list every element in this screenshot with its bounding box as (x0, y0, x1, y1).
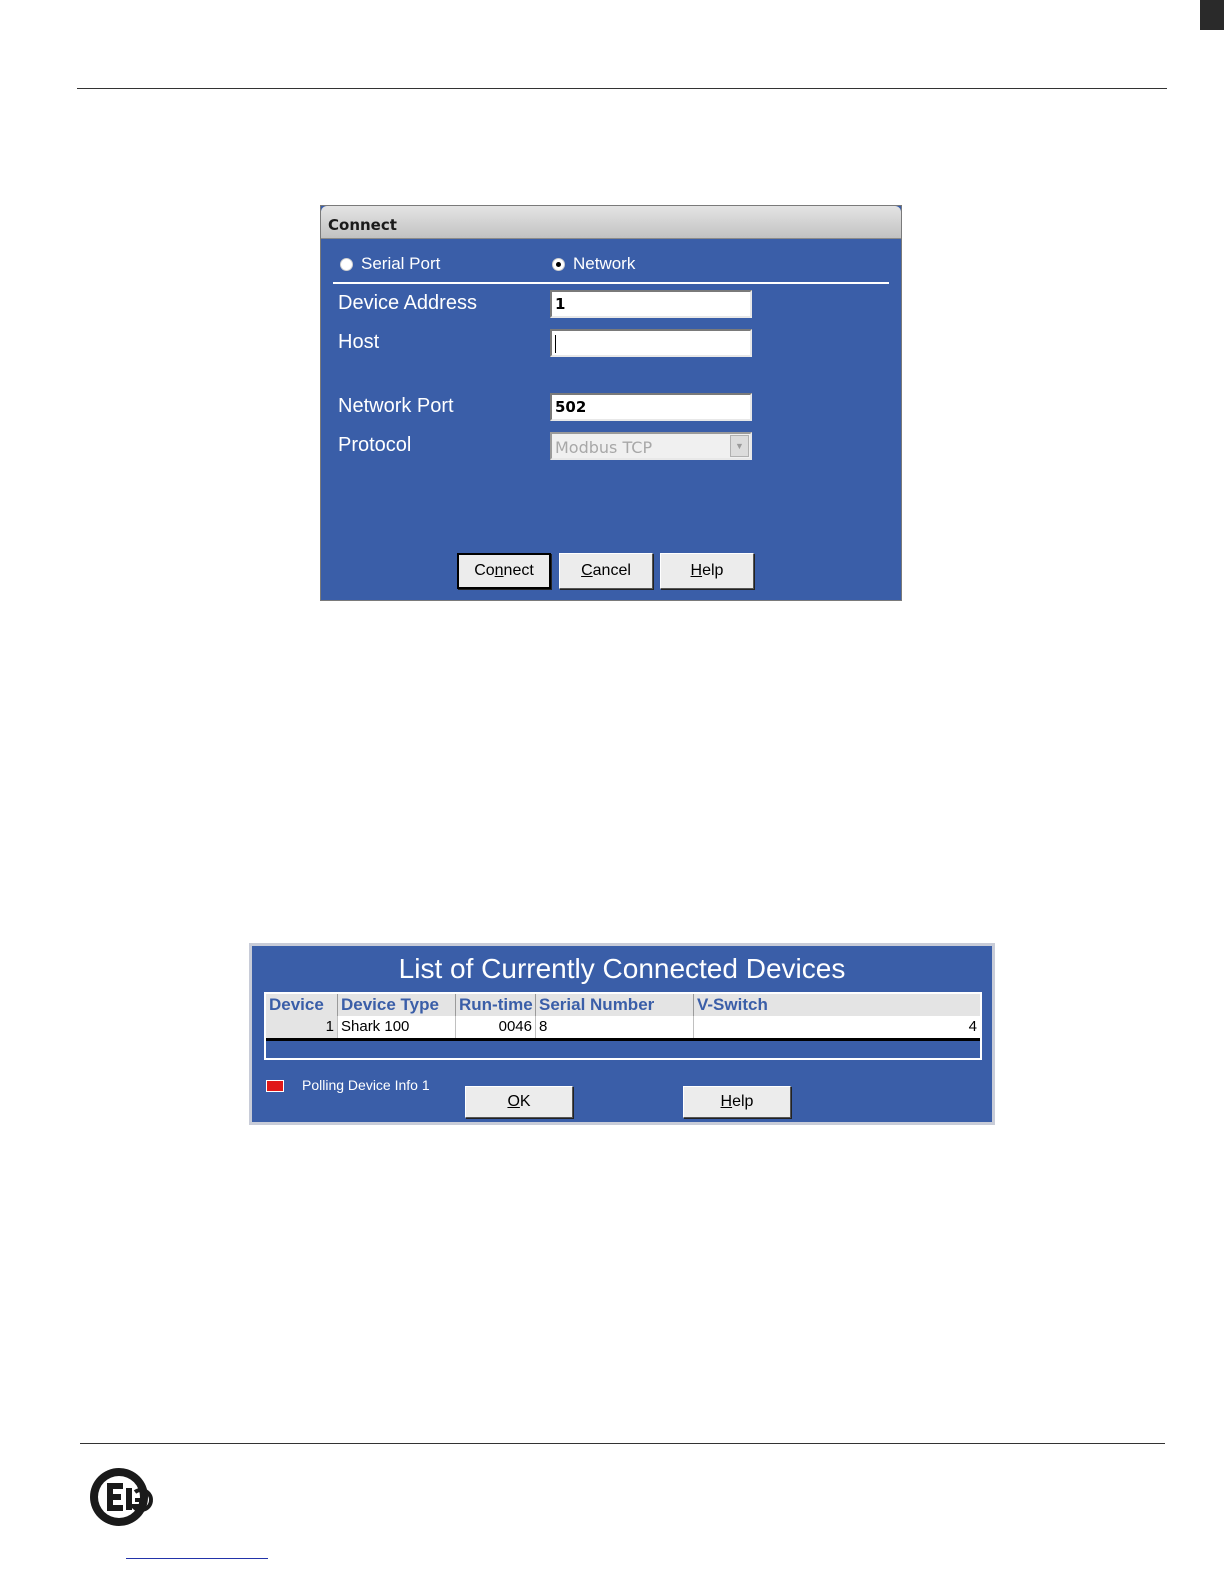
table-cell-v-switch[interactable]: 4 (694, 1016, 980, 1038)
device-address-label: Device Address (338, 292, 477, 314)
footer-rule (80, 1443, 1165, 1444)
eig-logo-icon (83, 1466, 157, 1528)
column-header-serial-number[interactable]: Serial Number (536, 994, 694, 1016)
chevron-down-icon[interactable]: ▼ (730, 435, 749, 457)
radio-network-label: Network (573, 254, 636, 273)
header-rule (77, 88, 1167, 89)
cancel-button[interactable]: Cancel (559, 553, 653, 589)
ok-button[interactable]: OK (465, 1086, 573, 1118)
dialog-title: Connect (328, 216, 397, 234)
protocol-select[interactable] (550, 432, 752, 460)
device-address-field[interactable] (550, 290, 752, 318)
radio-unselected-icon (340, 258, 353, 271)
column-header-device-type[interactable]: Device Type (338, 994, 456, 1016)
column-header-device[interactable]: Device (266, 994, 338, 1016)
radio-network[interactable] (552, 254, 635, 274)
text-caret (555, 335, 556, 353)
host-label: Host (338, 331, 380, 353)
connected-devices-window (249, 943, 995, 1125)
connect-button[interactable]: Connect (457, 553, 551, 589)
table-cell-device[interactable]: 1 (266, 1016, 338, 1038)
network-port-field[interactable] (550, 393, 752, 421)
column-header-run-time[interactable]: Run-time (456, 994, 536, 1016)
help-button[interactable]: Help (683, 1086, 791, 1118)
radio-selected-icon (552, 258, 565, 271)
host-field[interactable] (550, 329, 752, 357)
device-address-value: 1 (555, 295, 566, 313)
devices-title: List of Currently Connected Devices (398, 953, 846, 984)
devices-table (264, 992, 982, 1060)
dialog-separator (333, 282, 889, 284)
table-cell-serial-number[interactable]: 8 (536, 1016, 694, 1038)
table-divider (266, 1038, 980, 1041)
connect-dialog (320, 205, 902, 601)
footer-link-underline[interactable] (126, 1558, 268, 1559)
status-text: Polling Device Info 1 (302, 1077, 430, 1093)
protocol-label: Protocol (338, 434, 412, 456)
help-button[interactable]: Help (660, 553, 754, 589)
radio-serial-port[interactable] (340, 254, 440, 274)
table-cell-device-type[interactable]: Shark 100 (338, 1016, 456, 1038)
page-corner-mark (1200, 0, 1224, 30)
radio-serial-label: Serial Port (361, 254, 441, 273)
table-cell-run-time[interactable]: 0046 (456, 1016, 536, 1038)
network-port-label: Network Port (338, 395, 454, 417)
dialog-title-bar[interactable] (321, 206, 901, 239)
column-header-v-switch[interactable]: V-Switch (694, 994, 980, 1016)
network-port-value: 502 (555, 398, 587, 416)
status-led-icon (266, 1080, 284, 1092)
protocol-value: Modbus TCP (555, 438, 653, 457)
